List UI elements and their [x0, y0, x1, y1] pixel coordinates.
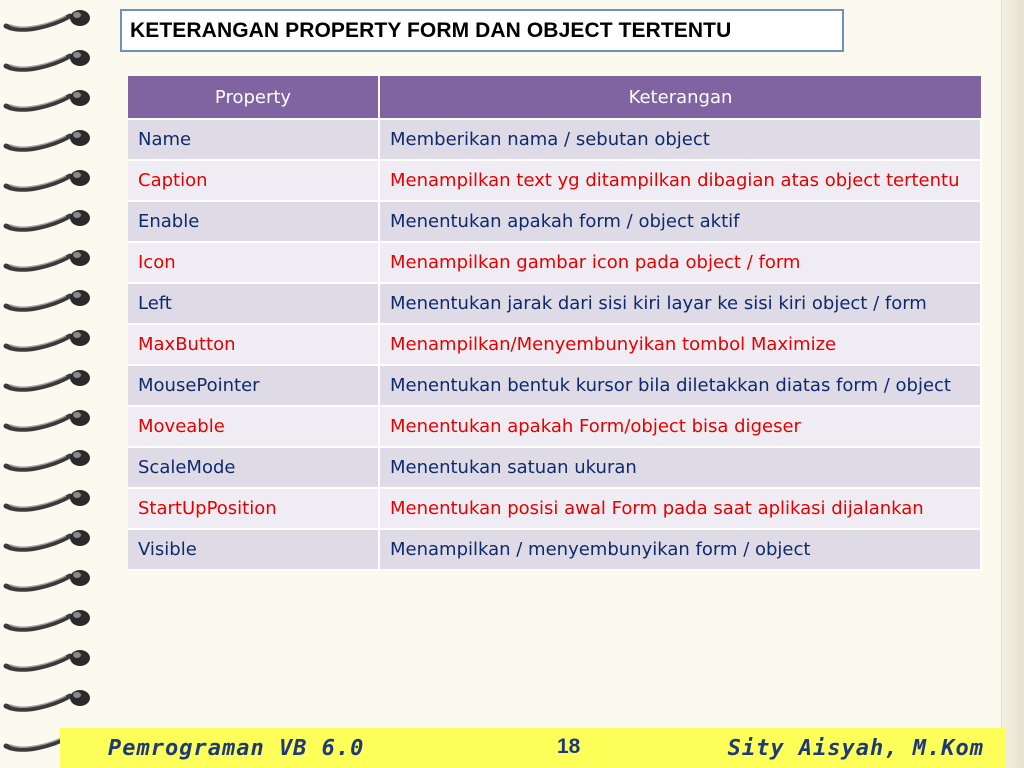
binding-hole-highlight: [73, 612, 81, 618]
table-row: [128, 160, 981, 201]
binding-hole-highlight: [73, 492, 81, 498]
binding-hole-highlight: [73, 572, 81, 578]
cell-keterangan: Menentukan posisi awal Form pada saat aplikasi dijalankan: [379, 488, 981, 529]
table-row: [128, 447, 981, 488]
cell-property: Moveable: [128, 406, 379, 447]
cell-property: StartUpPosition: [128, 488, 379, 529]
header-keterangan: Keterangan: [379, 76, 981, 119]
binding-hole: [70, 130, 90, 146]
binding-hole: [70, 650, 90, 666]
binding-hole: [70, 610, 90, 626]
page-number: 18: [557, 735, 581, 758]
binding-hole-highlight: [73, 92, 81, 98]
cell-keterangan: Menampilkan text yg ditampilkan dibagian atas object tertentu: [379, 160, 981, 201]
cell-property: Left: [128, 283, 379, 324]
table-row: [128, 365, 981, 406]
cell-keterangan: Memberikan nama / sebutan object: [379, 119, 981, 160]
cell-property: MaxButton: [128, 324, 379, 365]
table-row: [128, 324, 981, 365]
header-property: Property: [128, 76, 379, 119]
cell-keterangan: Menentukan satuan ukuran: [379, 447, 981, 488]
cell-property: ScaleMode: [128, 447, 379, 488]
slide-title-box: [120, 9, 844, 52]
binding-hole: [70, 90, 90, 106]
cell-keterangan: Menampilkan gambar icon pada object / form: [379, 242, 981, 283]
cell-keterangan: Menampilkan/Menyembunyikan tombol Maximize: [379, 324, 981, 365]
cell-property: Visible: [128, 529, 379, 570]
binding-hole: [70, 370, 90, 386]
binding-hole: [70, 250, 90, 266]
table-header-row: [128, 76, 981, 119]
slide-title: KETERANGAN PROPERTY FORM DAN OBJECT TERTENTU: [130, 18, 732, 42]
page-edge: [1001, 0, 1024, 768]
spiral-binding: [0, 0, 100, 768]
binding-hole-highlight: [73, 452, 81, 458]
binding-hole-highlight: [73, 212, 81, 218]
cell-keterangan: Menentukan apakah form / object aktif: [379, 201, 981, 242]
table-row: [128, 406, 981, 447]
binding-hole-highlight: [73, 52, 81, 58]
table-row: [128, 201, 981, 242]
binding-hole-highlight: [73, 532, 81, 538]
binding-hole-highlight: [73, 292, 81, 298]
binding-hole: [70, 690, 90, 706]
property-table: [128, 76, 982, 571]
binding-hole: [70, 10, 90, 26]
binding-hole-highlight: [73, 172, 81, 178]
table-row: [128, 242, 981, 283]
cell-property: Icon: [128, 242, 379, 283]
binding-hole: [70, 570, 90, 586]
binding-hole-highlight: [73, 252, 81, 258]
binding-hole-highlight: [73, 412, 81, 418]
binding-hole-highlight: [73, 372, 81, 378]
table-body: [128, 119, 981, 570]
binding-hole: [70, 330, 90, 346]
binding-hole-highlight: [73, 692, 81, 698]
cell-keterangan: Menentukan bentuk kursor bila diletakkan diatas form / object: [379, 365, 981, 406]
cell-property: Enable: [128, 201, 379, 242]
binding-hole: [70, 210, 90, 226]
footer-course-title: Pemrograman VB 6.0: [108, 736, 365, 761]
cell-keterangan: Menentukan jarak dari sisi kiri layar ke sisi kiri object / form: [379, 283, 981, 324]
binding-hole: [70, 50, 90, 66]
cell-property: MousePointer: [128, 365, 379, 406]
cell-property: Name: [128, 119, 379, 160]
table-row: [128, 283, 981, 324]
cell-keterangan: Menampilkan / menyembunyikan form / object: [379, 529, 981, 570]
binding-hole-highlight: [73, 12, 81, 18]
binding-hole: [70, 530, 90, 546]
binding-hole: [70, 290, 90, 306]
binding-hole: [70, 410, 90, 426]
binding-hole-highlight: [73, 652, 81, 658]
table-row: [128, 488, 981, 529]
binding-hole-highlight: [73, 132, 81, 138]
binding-hole: [70, 450, 90, 466]
table-row: [128, 119, 981, 160]
binding-hole: [70, 170, 90, 186]
table-row: [128, 529, 981, 570]
cell-keterangan: Menentukan apakah Form/object bisa digeser: [379, 406, 981, 447]
binding-hole: [70, 490, 90, 506]
footer-author: Sity Aisyah, M.Kom: [727, 736, 984, 761]
cell-property: Caption: [128, 160, 379, 201]
binding-hole-highlight: [73, 332, 81, 338]
